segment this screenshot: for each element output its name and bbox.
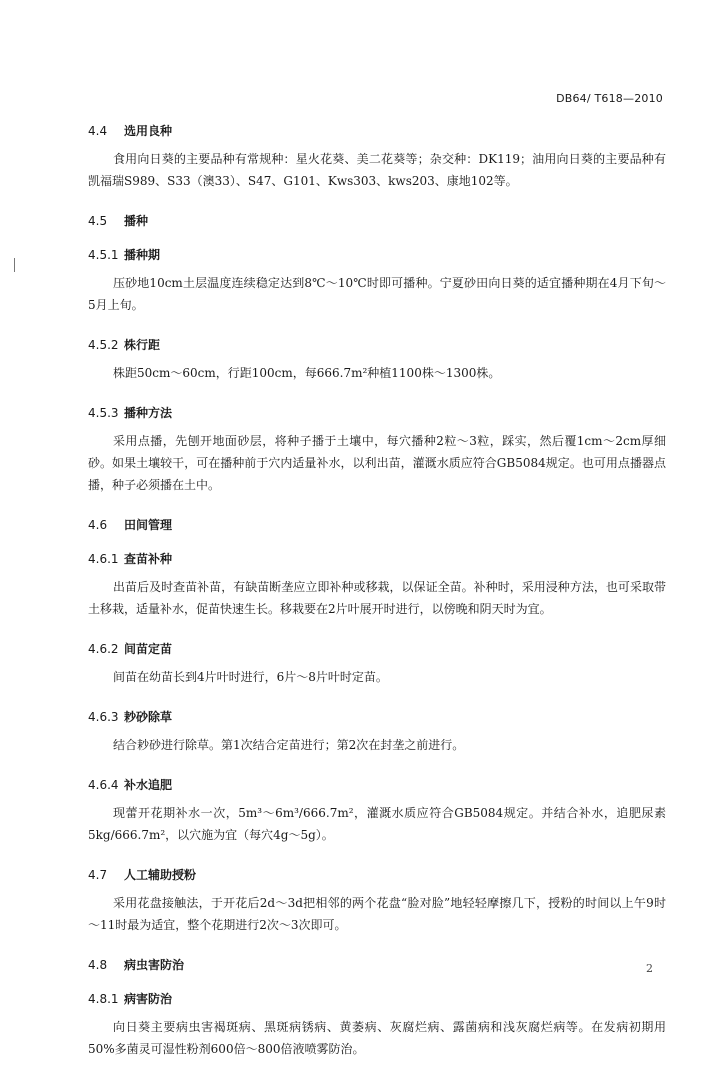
heading-4-8-1 [88, 982, 666, 1016]
section-number: 4.6 [88, 518, 108, 532]
section-title: 病虫害防治 [124, 958, 185, 972]
section-number: 4.5.2 [88, 338, 119, 352]
heading-4-6-4 [88, 768, 666, 802]
document-body [88, 114, 666, 1072]
section-title: 播种 [124, 214, 149, 228]
section-number: 4.6.1 [88, 552, 119, 566]
paragraph-4-4: 食用向日葵的主要品种有常规种：星火花葵、美二花葵等；杂交种：DK119；油用向日葵的主要品种有凯福瑞S989、S33（澳33）、S47、G101、Kws303、kws203、康地102等。 [88, 152, 666, 188]
paragraph-4-6-3: 结合耖砂进行除草。第1次结合定苗进行；第2次在封垄之前进行。 [113, 738, 465, 752]
section-title: 人工辅助授粉 [124, 868, 197, 882]
section-title: 株行距 [124, 338, 161, 352]
heading-4-6 [88, 508, 666, 542]
paragraph-4-5-2: 株距50cm～60cm，行距100cm，每666.7m²种植1100株～1300株。 [113, 366, 501, 380]
section-title: 播种方法 [124, 406, 173, 420]
section-title: 查苗补种 [124, 552, 173, 566]
section-title: 播种期 [124, 248, 161, 262]
heading-4-7 [88, 858, 666, 892]
heading-4-6-1 [88, 542, 666, 576]
section-title: 选用良种 [124, 124, 173, 138]
paragraph-4-8-1: 向日葵主要病虫害褐斑病、黑斑病锈病、黄萎病、灰腐烂病、露菌病和浅灰腐烂病等。在发病初期用50%多菌灵可湿性粉剂600倍～800倍液喷雾防治。 [88, 1020, 666, 1056]
section-number: 4.6.3 [88, 710, 119, 724]
standard-code-header: DB64/ T618—2010 [556, 92, 663, 105]
section-number: 4.5 [88, 214, 108, 228]
heading-4-5 [88, 204, 666, 238]
section-number: 4.6.4 [88, 778, 119, 792]
heading-4-5-2 [88, 328, 666, 362]
section-title: 耖砂除草 [124, 710, 173, 724]
heading-4-8 [88, 948, 666, 982]
scan-margin-mark [14, 258, 15, 272]
section-number: 4.5.1 [88, 248, 119, 262]
section-title: 病害防治 [124, 992, 173, 1006]
heading-4-5-3 [88, 396, 666, 430]
section-title: 补水追肥 [124, 778, 173, 792]
paragraph-4-6-2: 间苗在幼苗长到4片叶时进行，6片～8片叶时定苗。 [113, 670, 388, 684]
section-number: 4.7 [88, 868, 108, 882]
section-title: 间苗定苗 [124, 642, 173, 656]
paragraph-4-6-4: 现蕾开花期补水一次，5m³～6m³/666.7m²，灌溉水质应符合GB5084规定。并结合补水，追肥尿素5kg/666.7m²，以穴施为宜（每穴4g～5g）。 [88, 806, 666, 842]
section-number: 4.8.1 [88, 992, 119, 1006]
heading-4-4 [88, 114, 666, 148]
section-number: 4.8 [88, 958, 108, 972]
heading-4-6-3 [88, 700, 666, 734]
section-number: 4.5.3 [88, 406, 119, 420]
section-number: 4.6.2 [88, 642, 119, 656]
section-number: 4.4 [88, 124, 108, 138]
section-title: 田间管理 [124, 518, 173, 532]
paragraph-4-5-3: 采用点播，先刨开地面砂层，将种子播于土壤中，每穴播种2粒～3粒，踩实，然后覆1cm～2cm厚细砂。如果土壤较干，可在播种前于穴内适量补水，以利出苗，灌溉水质应符合GB5084规定。也可用点播器点播，种子必须播在土中。 [88, 434, 666, 492]
heading-4-6-2 [88, 632, 666, 666]
paragraph-4-6-1: 出苗后及时查苗补苗，有缺苗断垄应立即补种或移栽，以保证全苗。补种时，采用浸种方法，也可采取带土移栽，适量补水，促苗快速生长。移栽要在2片叶展开时进行，以傍晚和阴天时为宜。 [88, 580, 666, 616]
page-number: 2 [646, 962, 653, 975]
heading-4-5-1 [88, 238, 666, 272]
paragraph-4-5-1: 压砂地10cm土层温度连续稳定达到8℃～10℃时即可播种。宁夏砂田向日葵的适宜播种期在4月下旬～5月上旬。 [88, 276, 666, 312]
paragraph-4-7: 采用花盘接触法，于开花后2d～3d把相邻的两个花盘“脸对脸”地轻轻摩擦几下，授粉的时间以上午9时～11时最为适宜，整个花期进行2次～3次即可。 [88, 896, 666, 932]
